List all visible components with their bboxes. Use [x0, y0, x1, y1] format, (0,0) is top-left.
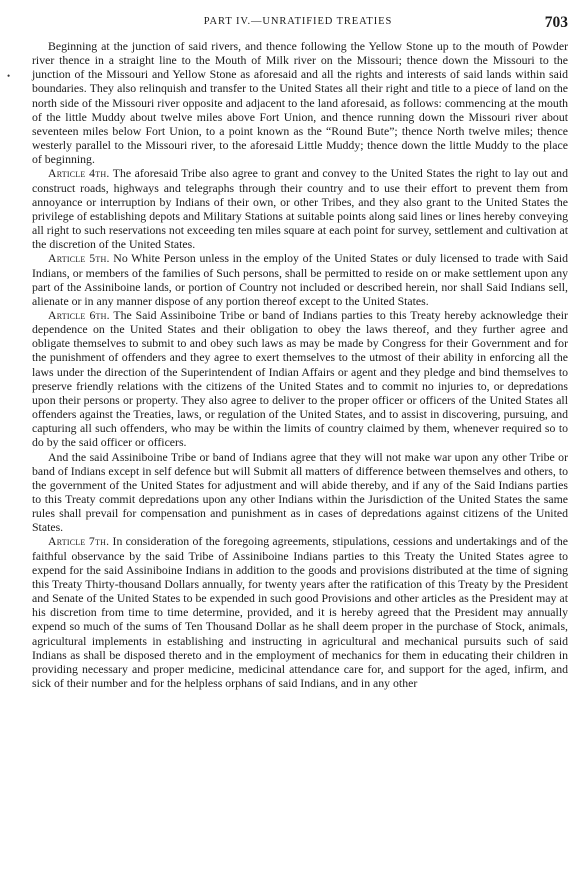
- article-heading: Article 7th.: [48, 534, 110, 549]
- page-header: [28, 14, 568, 34]
- article-heading: Article 6th.: [48, 307, 110, 322]
- paragraph-article-7: [32, 534, 568, 690]
- paragraph-text: The Said Assiniboine Tribe or band of Indians parties to this Treaty hereby acknowledge their dependence on the United States and their obligation to obey the laws thereof, and they further agree and obligate themselves to submit to and obey such laws as may be made by Congress for their Government and for the punishment of offenders and they agree to exert themselves to the utmost of their ability in enforcing all the laws under the direction of the Superintendent of Indian Affairs or agent and they pledge and bind themselves to preserve friendly relations with the citizens of the United States and to commit no injuries to, or depredations upon their persons or property. They also agree to deliver to the proper officer or officers of the United States all offenders against the Treaties, laws, or regulation of the United States, and to assist in discovering, pursuing, and capturing all such offenders, who may be within the limits of country claimed by them, whenever required so to do by the said officer or officers.: [32, 307, 568, 450]
- paragraph-war-clause: [32, 450, 568, 535]
- article-heading: Article 5th.: [48, 251, 110, 266]
- page-number: 703: [544, 14, 568, 31]
- paragraph-text: And the said Assiniboine Tribe or band of Indians agree that they will not make war upon any other Tribe or band of Indians except in self defence but will Submit all matters of difference between themselves and others, to the government of the United States for adjustment and will abide thereby, and if any of the Said Indians parties to this Treaty commit depredations upon any other Indians within the Jurisdiction of the United States the same rules shall prevail for compensation and punishment as in cases of depredations against citizens of the United States.: [32, 449, 568, 535]
- paragraph-boundaries: [32, 39, 568, 166]
- paragraph-text: Beginning at the junction of said rivers, and thence following the Yellow Stone up to the mouth of Powder river thence in a straight line to the Mouth of Milk river on the Missouri; thence down the Missouri to the junction of the Missouri and Yellow Stone as aforesaid and all the rights and interests of said lands within said boundaries. They also relinquish and transfer to the United States all their right and title to a piece of land on the north side of the Missouri river opposite and adjacent to the land aforesaid, as follows: commencing at the mouth of the little Muddy about twelve miles above Fort Union, and thence running down the Missouri river about seventeen miles below Fort Union, to a point known as the “Round Bute”; thence North twelve miles; thence westerly parallel to the Missouri river, to the aforesaid Little Muddy; thence down the little Muddy to the place of beginning.: [32, 39, 568, 167]
- running-head: PART IV.—UNRATIFIED TREATIES: [203, 16, 393, 27]
- paragraph-article-5: [32, 251, 568, 308]
- paragraph-text: No White Person unless in the employ of the United States or duly licensed to trade with Said Indians, or members of the families of Such persons, shall be permitted to reside on or make settlement upon any part of the Assiniboine lands, or portion of Country not included or described herein, nor shall Said Indians sell, alienate or in any manner dispose of any portion thereof except to the United States.: [32, 251, 568, 308]
- paragraph-article-6: [32, 308, 568, 450]
- treaty-text: [32, 39, 568, 690]
- paragraph-text: In consideration of the foregoing agreements, stipulations, cessions and undertakings and of the faithful observance by the said Tribe of Assiniboine Indians parties to this Treaty the United States agree to expend for the said Assiniboine Indians in addition to the goods and provisions distributed at the time of signing this Treaty Thirty-thousand Dollars annually, for twenty years after the ratification of this Treaty by the President and Senate of the United States to be expended in such good Provisions and other articles as the President may at his discretion from time to time determine, provided, and it is hereby agreed that the President may annually expend so much of the sums of Ten Thousand Dollar as he shall deem proper in the purchase of Stock, animals, agricultural implements in establishing and instructing in agricultural and mechanical pursuits such of said Indians as shall be disposed thereto and in the employment of mechanics for them in educating their children in providing necessary and proper medicine, medicinal attendance care for, and support for the aged, infirm, and sick of their number and for the helpless orphans of said Indians, and in any other: [32, 534, 568, 691]
- article-heading: Article 4th.: [48, 166, 110, 181]
- margin-mark: •: [7, 71, 11, 81]
- paragraph-article-4: [32, 166, 568, 251]
- paragraph-text: The aforesaid Tribe also agree to grant and convey to the United States the right to lay out and construct roads, highways and telegraphs through their country and to use their effort to prevent them from annoyance or interruption by Indians of their own, or other Tribes, and they also grant to the United States the privilege of establishing depots and Military Stations at suitable points along said lines or lines hereby conveying all right to such reservations not exceeding ten miles square at each point for survey, settlement and cultivation at the discretion of the United States.: [32, 166, 568, 252]
